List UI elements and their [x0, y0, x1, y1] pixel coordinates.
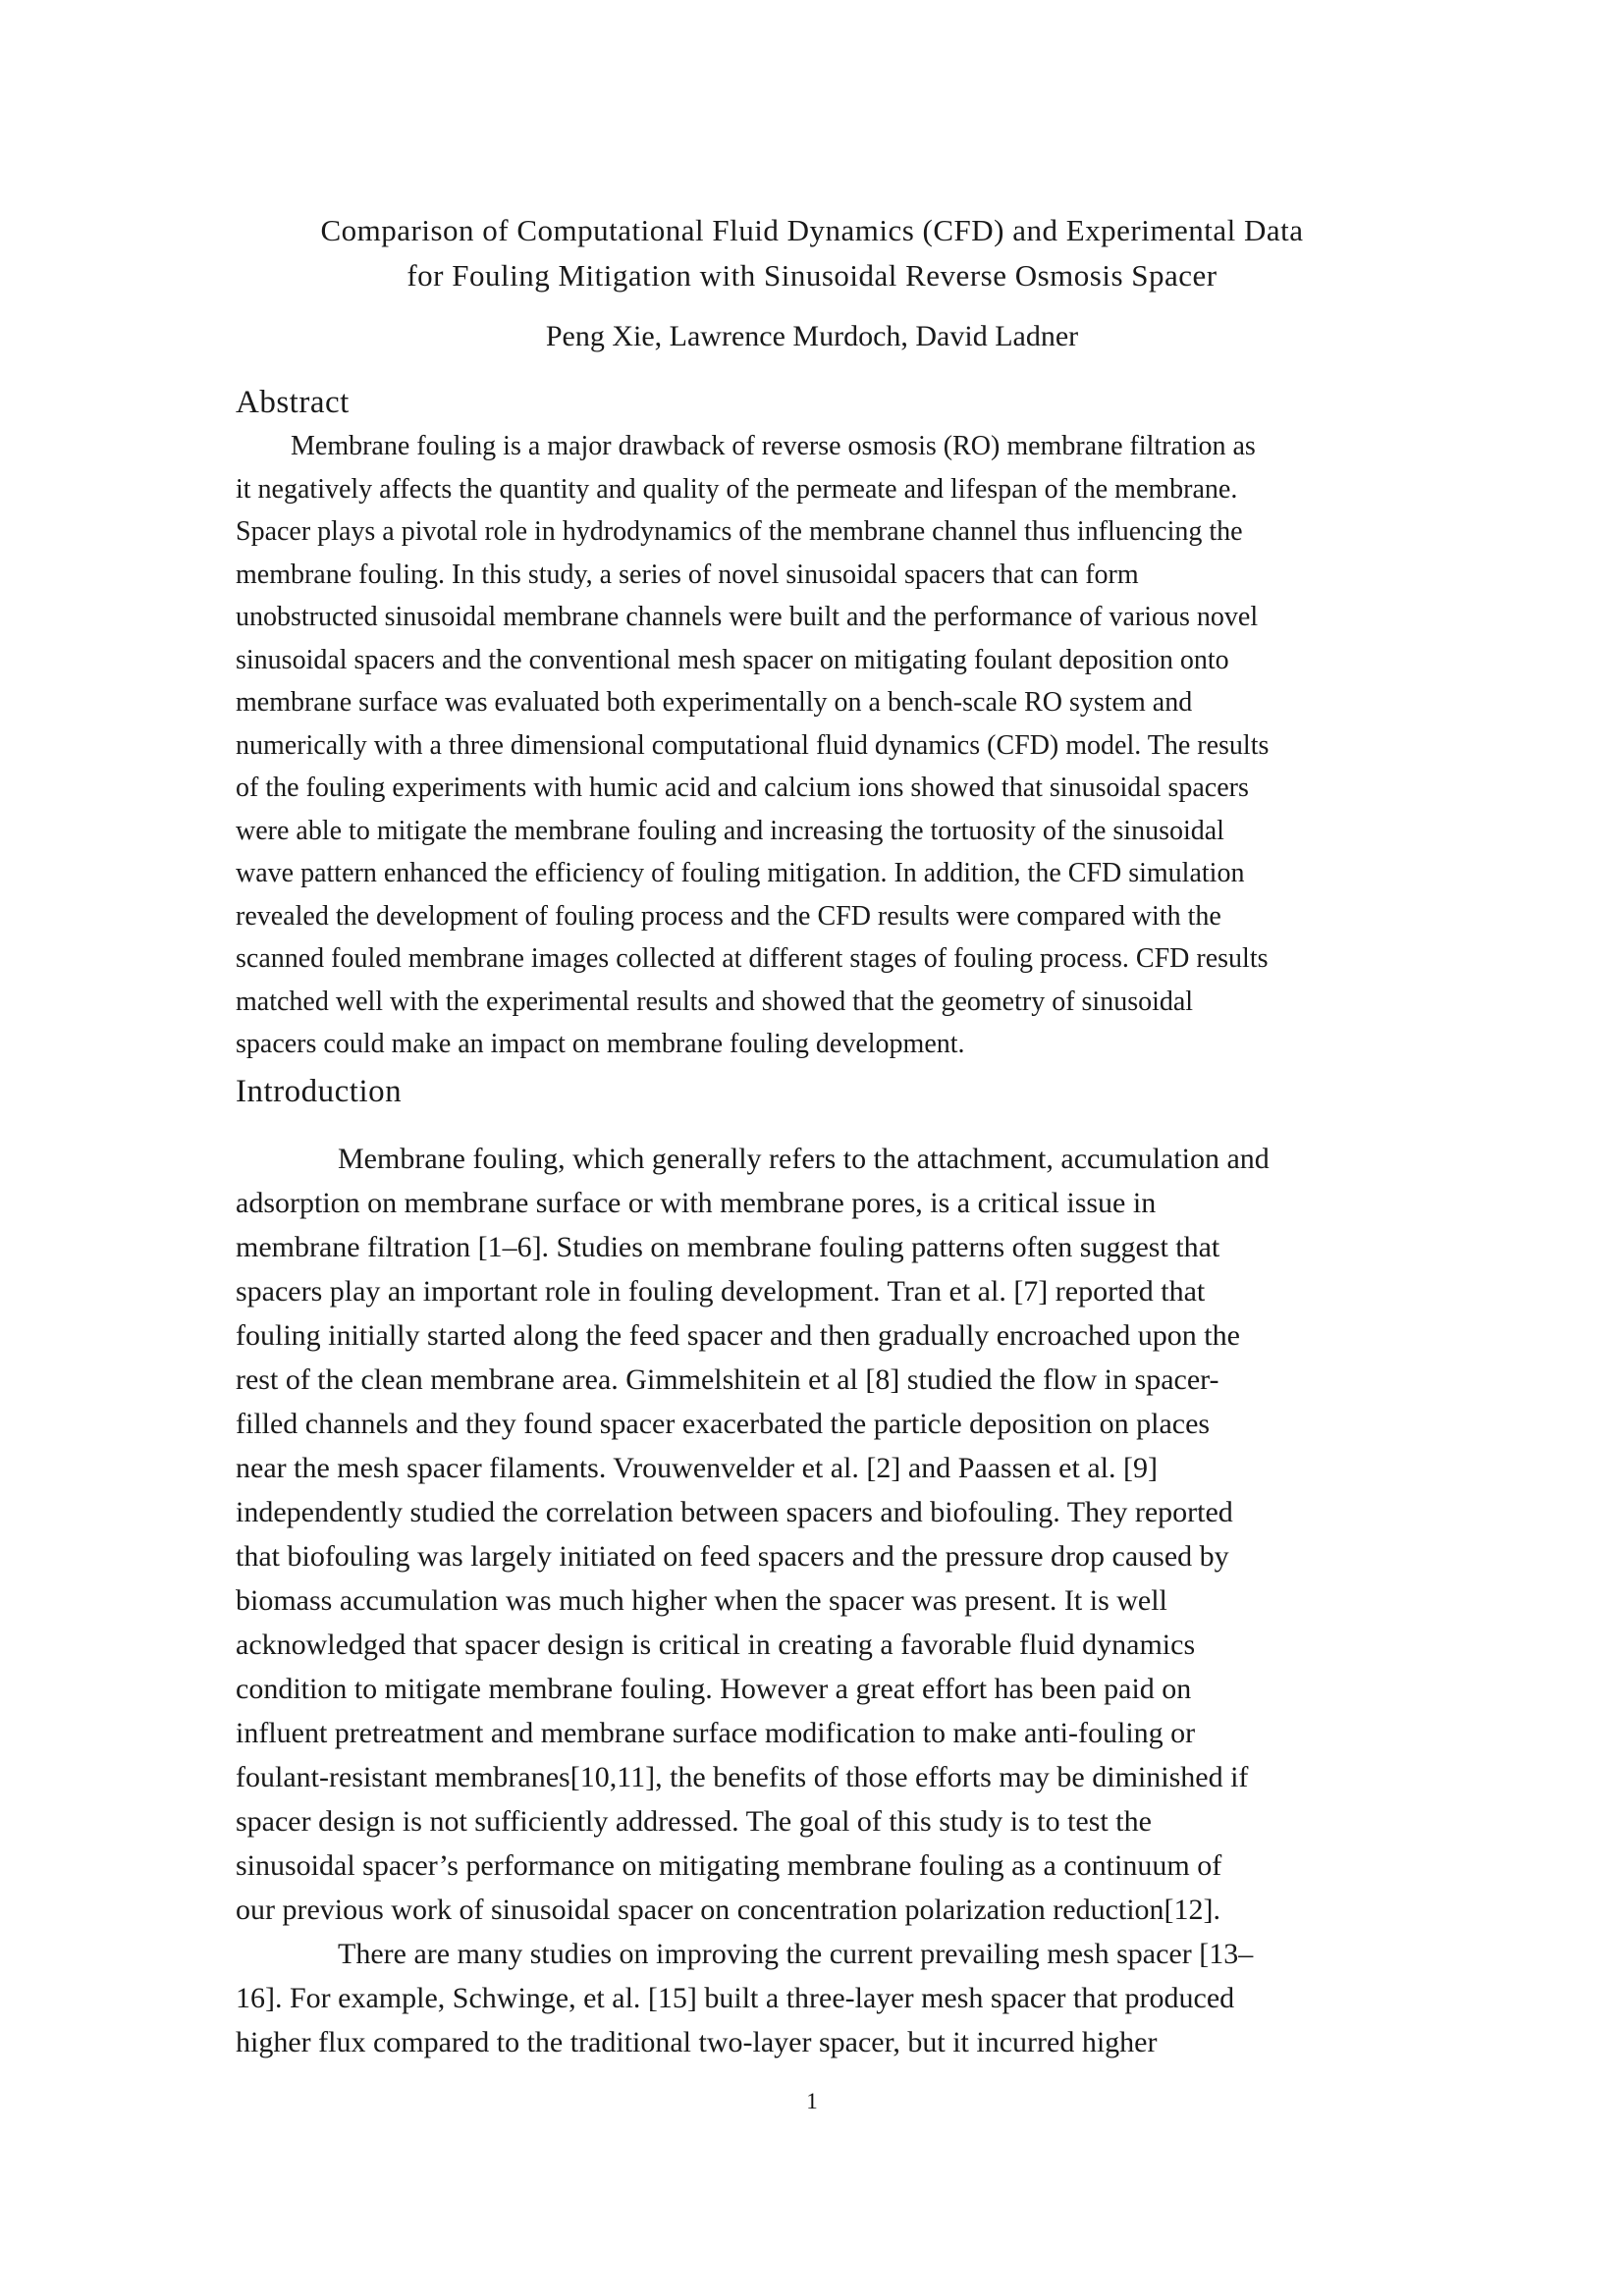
text-line: adsorption on membrane surface or with membrane pores, is a critical issue in [236, 1187, 1157, 1219]
abstract-heading: Abstract [236, 385, 350, 420]
text-line: were able to mitigate the membrane fouling and increasing the tortuosity of the sinusoidal [236, 815, 1224, 846]
text-line: membrane filtration [1–6]. Studies on membrane fouling patterns often suggest that [236, 1231, 1220, 1263]
introduction-body [236, 1137, 1404, 2064]
text-line: revealed the development of fouling process and the CFD results were compared with the [236, 900, 1221, 932]
text-line: unobstructed sinusoidal membrane channels were built and the performance of various novel [236, 602, 1259, 632]
text-line: Membrane fouling, which generally refers to the attachment, accumulation and [338, 1143, 1270, 1175]
authors-line: Peng Xie, Lawrence Murdoch, David Ladner [545, 320, 1079, 352]
text-line: membrane fouling. In this study, a series of novel sinusoidal spacers that can form [236, 559, 1139, 590]
text-line: membrane surface was evaluated both experimentally on a bench-scale RO system and [236, 687, 1193, 718]
paragraph [236, 425, 1404, 1066]
paragraph [236, 1932, 1404, 2064]
text-line: influent pretreatment and membrane surface modification to make anti-fouling or [236, 1717, 1196, 1749]
text-line: of the fouling experiments with humic acid and calcium ions showed that sinusoidal spacers [236, 773, 1249, 803]
text-line: sinusoidal spacer’s performance on mitigating membrane fouling as a continuum of [236, 1849, 1222, 1882]
text-line: independently studied the correlation between spacers and biofouling. They reported [236, 1496, 1233, 1528]
text-line: it negatively affects the quantity and quality of the permeate and lifespan of the membrane. [236, 473, 1238, 505]
text-line: spacers could make an impact on membrane fouling development. [236, 1029, 965, 1059]
text-line: spacer design is not sufficiently addressed. The goal of this study is to test the [236, 1805, 1152, 1838]
text-line: numerically with a three dimensional computational fluid dynamics (CFD) model. The results [236, 729, 1270, 761]
paper-title-line-2: for Fouling Mitigation with Sinusoidal Reverse Osmosis Spacer [406, 258, 1218, 293]
text-line: fouling initially started along the feed spacer and then gradually encroached upon the [236, 1319, 1240, 1352]
abstract-body [236, 425, 1404, 1066]
text-line: acknowledged that spacer design is critical in creating a favorable fluid dynamics [236, 1629, 1196, 1661]
text-line: near the mesh spacer filaments. Vrouwenvelder et al. [2] and Paassen et al. [9] [236, 1452, 1158, 1484]
paper-title-line-1: Comparison of Computational Fluid Dynamics (CFD) and Experimental Data [320, 213, 1304, 247]
text-line: Membrane fouling is a major drawback of reverse osmosis (RO) membrane filtration as [291, 431, 1256, 461]
text-line: higher flux compared to the traditional two-layer spacer, but it incurred higher [236, 2026, 1158, 2058]
text-line: condition to mitigate membrane fouling. However a great effort has been paid on [236, 1673, 1192, 1705]
text-line: Spacer plays a pivotal role in hydrodynamics of the membrane channel thus influencing the [236, 516, 1243, 547]
text-line: our previous work of sinusoidal spacer on concentration polarization reduction[12]. [236, 1894, 1221, 1926]
page-number: 1 [806, 2089, 818, 2113]
text-line: foulant-resistant membranes[10,11], the benefits of those efforts may be diminished if [236, 1761, 1249, 1793]
text-line: scanned fouled membrane images collected at different stages of fouling process. CFD results [236, 943, 1269, 974]
text-line: that biofouling was largely initiated on feed spacers and the pressure drop caused by [236, 1540, 1229, 1573]
text-line: 16]. For example, Schwinge, et al. [15] built a three-layer mesh spacer that produced [236, 1982, 1235, 2014]
text-line: matched well with the experimental results and showed that the geometry of sinusoidal [236, 986, 1194, 1017]
introduction-heading: Introduction [236, 1074, 403, 1109]
text-line: sinusoidal spacers and the conventional mesh spacer on mitigating foulant deposition onto [236, 644, 1229, 675]
text-line: There are many studies on improving the current prevailing mesh spacer [13– [338, 1938, 1254, 1970]
text-line: rest of the clean membrane area. Gimmelshitein et al [8] studied the flow in spacer- [236, 1363, 1219, 1396]
text-line: spacers play an important role in fouling development. Tran et al. [7] reported that [236, 1275, 1206, 1308]
paragraph [236, 1137, 1404, 1932]
text-line: biomass accumulation was much higher when the spacer was present. It is well [236, 1584, 1167, 1617]
text-line: wave pattern enhanced the efficiency of fouling mitigation. In addition, the CFD simulation [236, 858, 1245, 888]
text-line: filled channels and they found spacer exacerbated the particle deposition on places [236, 1408, 1211, 1440]
paper-title [0, 208, 1624, 298]
